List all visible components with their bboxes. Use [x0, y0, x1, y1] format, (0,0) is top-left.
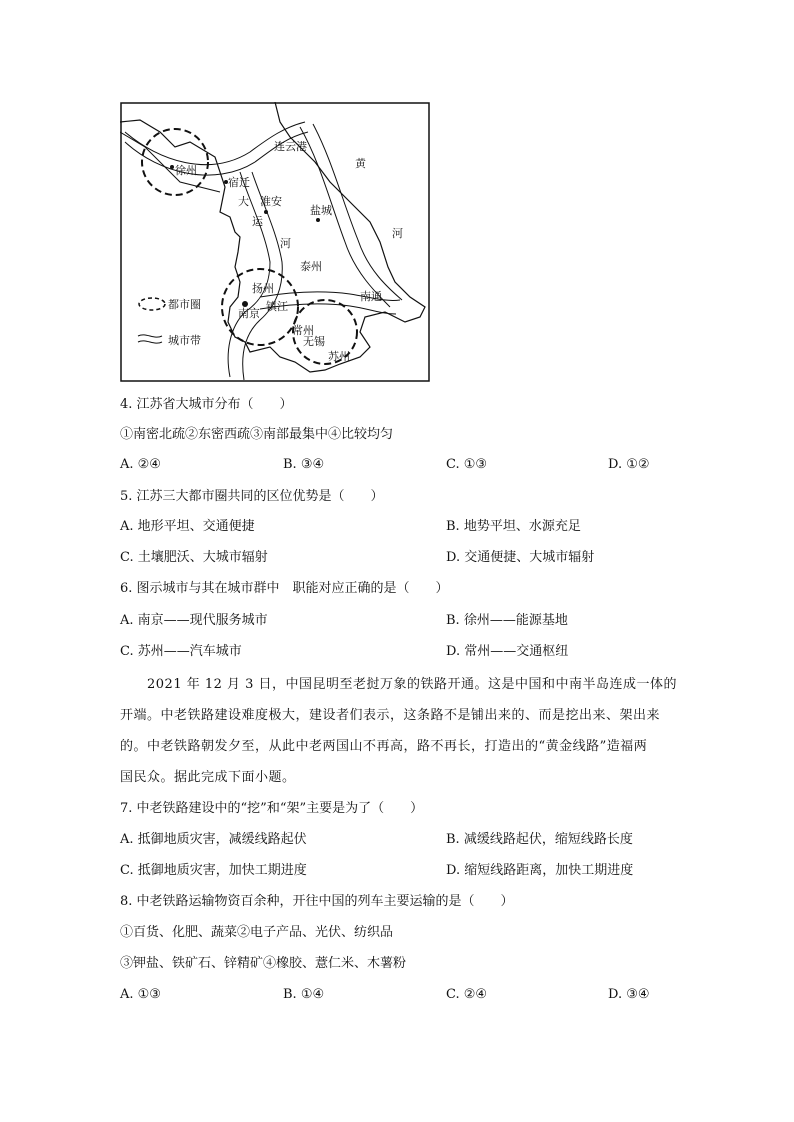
legend-belt-label: 城市带	[168, 334, 201, 347]
q7-option-a[interactable]: A. 抵御地质灾害，减缓线路起伏	[120, 832, 307, 847]
label-suqian: 宿迁	[228, 176, 250, 189]
q8-option-a[interactable]: A. ①③	[120, 987, 161, 1002]
yancheng-dot	[316, 218, 320, 222]
q5-option-d[interactable]: D. 交通便捷、大城市辐射	[446, 550, 595, 565]
passage-line-1: 2021 年 12 月 3 日，中国昆明至老挝万象的铁路开通。这是中国和中南半岛连成一体的	[120, 677, 678, 692]
q8-stem: 8. 中老铁路运输物资百余种，开往中国的列车主要运输的是（ ）	[120, 894, 514, 909]
q4-option-b[interactable]: B. ③④	[283, 457, 325, 472]
q7-stem: 7. 中老铁路建设中的“挖”和“架”主要是为了（ ）	[120, 801, 424, 816]
q4-option-d[interactable]: D. ①②	[608, 457, 650, 472]
q4-option-c[interactable]: C. ①③	[446, 457, 488, 472]
passage-line-2: 开端。中老铁路建设难度极大，建设者们表示，这条路不是铺出来的、而是挖出来、架出来	[120, 708, 661, 723]
q5-option-c[interactable]: C. 土壤肥沃、大城市辐射	[120, 550, 268, 565]
label-changzhou: 常州	[292, 324, 314, 337]
label-yangzhou: 扬州	[252, 282, 274, 295]
q8-option-b[interactable]: B. ①④	[283, 987, 325, 1002]
q6-option-c[interactable]: C. 苏州——汽车城市	[120, 644, 242, 659]
q4-option-a[interactable]: A. ②④	[120, 457, 161, 472]
q5-option-b[interactable]: B. 地势平坦、水源充足	[446, 519, 581, 534]
q4-stem: 4. 江苏省大城市分布（ ）	[120, 397, 293, 412]
label-lianyungang: 连云港	[274, 140, 307, 153]
legend-metro-circle-label: 都市圈	[168, 298, 201, 311]
passage-line-3: 的。中老铁路朝发夕至，从此中老两国山不再高，路不再长，打造出的“黄金线路”造福两	[120, 739, 648, 754]
q7-option-d[interactable]: D. 缩短线路距离，加快工期进度	[446, 863, 634, 878]
q6-option-b[interactable]: B. 徐州——能源基地	[446, 613, 568, 628]
q4-items: ①南密北疏②东密西疏③南部最集中④比较均匀	[120, 427, 394, 442]
q8-option-d[interactable]: D. ③④	[608, 987, 650, 1002]
passage-line-4: 国民众。据此完成下面小题。	[120, 770, 296, 785]
q6-option-d[interactable]: D. 常州——交通枢纽	[446, 644, 569, 659]
label-taizhou: 泰州	[300, 260, 322, 273]
label-yancheng: 盐城	[310, 204, 332, 217]
q7-option-b[interactable]: B. 减缓线路起伏，缩短线路长度	[446, 832, 633, 847]
q7-option-c[interactable]: C. 抵御地质灾害，加快工期进度	[120, 863, 307, 878]
label-canal-3: 河	[280, 237, 291, 250]
label-zhenjiang: 镇江	[266, 300, 288, 313]
label-canal-1: 大	[238, 195, 249, 208]
jiangsu-map-svg	[120, 102, 430, 382]
label-wuxi: 无锡	[303, 335, 325, 348]
label-xuzhou: 徐州	[175, 164, 197, 177]
q8-items-1: ①百货、化肥、蔬菜②电子产品、光伏、纺织品	[120, 925, 394, 940]
label-yellow-1: 黄	[355, 157, 366, 170]
label-canal-2: 运	[252, 215, 263, 228]
q8-items-2: ③钾盐、铁矿石、锌精矿④橡胶、薏仁米、木薯粉	[120, 956, 407, 971]
label-suzhou: 苏州	[328, 350, 350, 363]
q5-option-a[interactable]: A. 地形平坦、交通便捷	[120, 519, 255, 534]
q5-stem: 5. 江苏三大都市圈共同的区位优势是（ ）	[120, 489, 384, 504]
label-nanjing: 南京	[238, 307, 260, 320]
huaian-dot	[264, 210, 268, 214]
q8-option-c[interactable]: C. ②④	[446, 987, 488, 1002]
xuzhou-dot	[170, 165, 174, 169]
label-nantong: 南通	[360, 290, 382, 303]
label-yellow-2: 河	[392, 227, 403, 240]
jiangsu-map-figure	[120, 102, 430, 382]
q6-option-a[interactable]: A. 南京——现代服务城市	[120, 613, 268, 628]
q6-stem: 6. 图示城市与其在城市群中 职能对应正确的是（ ）	[120, 581, 449, 596]
label-huaian: 淮安	[260, 195, 282, 208]
